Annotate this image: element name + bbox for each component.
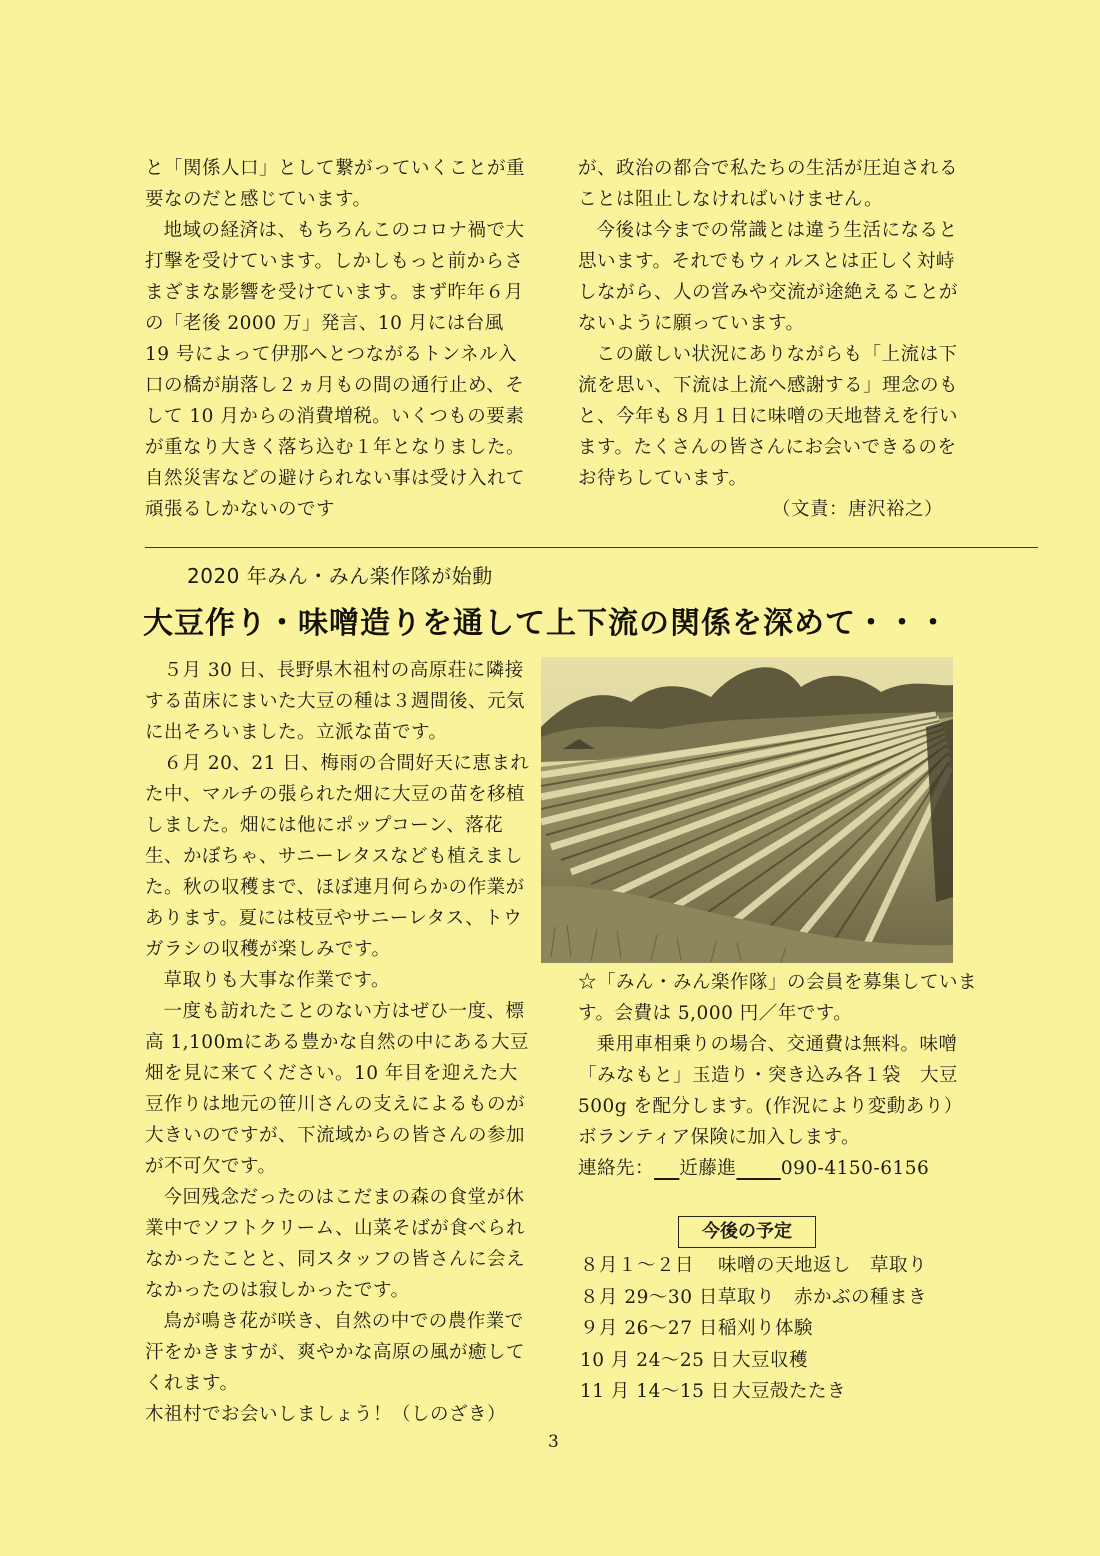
member-recruit-text: ☆「みん・みん楽作隊」の会員を募集しています。会費は 5,000 円／年です。 — [578, 972, 978, 1024]
article-closing: 木祖村でお会いしましょう！（しのざき） — [145, 1404, 507, 1425]
schedule-date: 11 月 14～15 日 — [580, 1381, 730, 1402]
top-right-paragraph-2: 今後は今までの常識とは違う生活になると思います。それでもウィルスとは正しく対峙しながら、人の営みや交流が途絶えることがないように願っています。 — [578, 220, 959, 334]
article-paragraph-5: 今回残念だったのはこだまの森の食堂が休業中でソフトクリーム、山菜そばが食べられなかったことと、同スタッフの皆さんに会えなかったのは寂しかったです。 — [145, 1187, 526, 1301]
schedule-item — [580, 1313, 980, 1345]
soybean-field-photo — [541, 657, 953, 963]
contact-name: 近藤進 — [679, 1158, 737, 1179]
schedule-event: 大豆収穫 — [732, 1349, 809, 1371]
top-left-column — [145, 153, 530, 525]
article-left-column — [145, 655, 530, 1430]
article-paragraph-2: ６月 20、21 日、梅雨の合間好天に恵まれた中、マルチの張られた畑に大豆の苗を移植しました。畑には他にポップコーン、落花生、かぼちゃ、サニーレタスなども植えました。秋の収穫まで、ほぼ連月何らかの作業があります。夏には枝豆やサニーレタス、トウガラシの収穫が楽しみです。 — [145, 753, 530, 960]
top-left-paragraph-2: 地域の経済は、もちろんこのコロナ禍で大打撃を受けています。しかしもっと前からさまざまな影響を受けています。まず昨年６月の「老後 2000 万」発言、10 月には台風 19 号によって伊那へとつながるトンネル入口の橋が崩落し２ヵ月もの間の通行止め、そして 10 月からの消費増税。いくつもの要素が重なり大きく落ち込む１年となりました。自然災害などの避けられない事は受け入れて頑張るしかないのです — [145, 220, 526, 520]
contact-label: 連絡先： — [578, 1158, 655, 1179]
top-right-paragraph-1: が、政治の都合で私たちの生活が圧迫されることは阻止しなければいけません。 — [578, 158, 959, 210]
schedule-date: ８月１～２日 — [580, 1255, 695, 1276]
contact-line — [578, 1153, 929, 1184]
schedule-item — [580, 1250, 980, 1282]
top-left-paragraph-1: と「関係人口」として繋がっていくことが重要なのだと感じています。 — [145, 158, 526, 210]
schedule-item — [580, 1376, 980, 1408]
author-credit: （文責：唐沢裕之） — [771, 499, 943, 520]
article-right-column — [578, 967, 978, 1184]
schedule-event: 草取り 赤かぶの種まき — [718, 1286, 928, 1308]
contact-phone: 090-4150-6156 — [780, 1158, 930, 1179]
schedule-event: 稲刈り体験 — [718, 1318, 814, 1339]
schedule-date: ８月 29～30 日 — [580, 1286, 718, 1308]
article-paragraph-4: 一度も訪れたことのない方はぜひ一度、標高 1,100mにある豊かな自然の中にある大豆畑を見に来てください。10 年目を迎えた大豆作りは地元の笹川さんの支えによるものが大きいのですが、下流域からの皆さんの参加が不可欠です。 — [145, 1001, 529, 1177]
schedule-item — [580, 1282, 980, 1314]
schedule-title: 今後の予定 — [678, 1216, 816, 1248]
top-right-paragraph-3: この厳しい状況にありながらも「上流は下流を思い、下流は上流へ感謝する」理念のもと、今年も８月１日に味噌の天地替えを行います。たくさんの皆さんにお会いできるのをお待ちしています。 — [578, 344, 959, 489]
article-headline: 大豆作り・味噌造りを通して上下流の関係を深めて・・・ — [143, 606, 949, 641]
page-number: 3 — [548, 1432, 559, 1452]
carpool-info-text: 乗用車相乗りの場合、交通費は無料。味噌「みなもと」玉造り・突き込み各１袋 大豆 500g を配分します。(作況により変動あり）ボランティア保険に加入します。 — [578, 1034, 963, 1148]
schedule-event: 味噌の天地返し 草取り — [718, 1255, 928, 1276]
schedule-date: ９月 26～27 日 — [580, 1318, 718, 1339]
section-divider — [145, 547, 1038, 548]
article-paragraph-6: 鳥が鳴き花が咲き、自然の中での農作業で汗をかきますが、爽やかな高原の風が癒してくれます。 — [145, 1311, 526, 1394]
schedule-list — [580, 1250, 980, 1408]
article-kicker: 2020 年みん・みん楽作隊が始動 — [187, 564, 493, 588]
schedule-event: 大豆殻たたき — [732, 1381, 847, 1402]
article-paragraph-3: 草取りも大事な作業です。 — [163, 970, 391, 991]
article-paragraph-1: ５月 30 日、長野県木祖村の高原荘に隣接する苗床にまいた大豆の種は３週間後、元気に出そろいました。立派な苗です。 — [145, 660, 526, 743]
top-right-column — [578, 153, 963, 525]
schedule-date: 10 月 24～25 日 — [580, 1349, 730, 1371]
schedule-item — [580, 1345, 980, 1377]
